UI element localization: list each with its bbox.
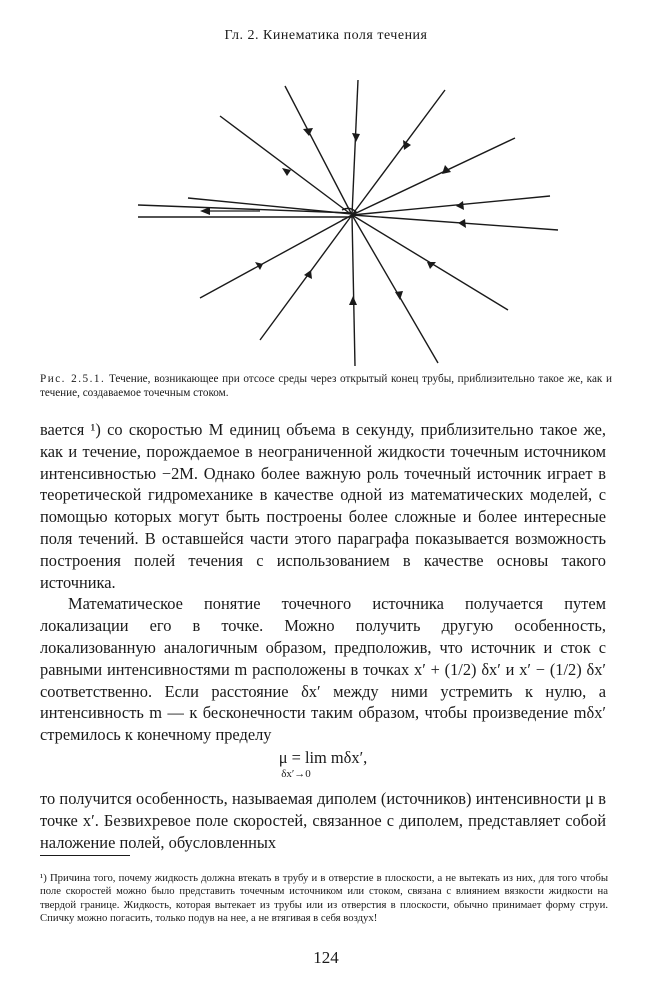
arrow-icon	[352, 133, 360, 142]
streamline	[285, 86, 352, 215]
formula-limit-subscript: δx′→0	[281, 767, 311, 780]
footnote-separator	[40, 855, 130, 856]
streamline	[200, 215, 352, 298]
streamline	[352, 215, 558, 230]
running-header: Гл. 2. Кинематика поля течения	[224, 28, 428, 43]
formula-main: μ = lim mδx′,	[278, 747, 368, 767]
arrow-icon	[255, 262, 263, 270]
streamline	[352, 215, 355, 366]
arrow-icon	[303, 128, 313, 136]
streamline	[260, 215, 352, 340]
pipe-wall-top	[138, 205, 352, 213]
streamline	[188, 198, 352, 214]
arrow-icon	[349, 296, 357, 305]
page-number: 124	[313, 948, 339, 967]
paragraph-2: Математическое понятие точечного источника получается путем локализации его в точке. Можно получить другую особенность, локализованную аналогичным образом, предположив, что источник и сток с равными интенсивностями m расположены в точках x′ + (1/2) δx′ и x′ − (1/2) δx′ соответственно. Если расстояние δx′ между ними устремить к нулю, а интенсивность m — к бесконечности таким образом, чтобы произведение mδx′ стремилось к конечному пределу	[40, 594, 606, 745]
formula-dipole-limit	[40, 748, 606, 780]
figure-caption	[40, 372, 612, 400]
streamline	[352, 138, 515, 215]
arrow-icon	[458, 219, 466, 228]
paragraph-1: вается ¹) со скоростью M единиц объема в секунду, приблизительно такое же, как и течение, порождаемое в неограниченной жидкости точечным источником интенсивностью −2M. Однако более важную роль точечный источник играет в теоретической гидромеханике в качестве одной из математических моделей, с помощью которых могут быть построены более сложные и более интересные поля течений. В оставшейся части этого параграфа показывается возможность построения полей течения с использованием в качестве основы такого источника.	[40, 420, 606, 592]
flow-diagram	[120, 78, 580, 368]
footnote: ¹) Причина того, почему жидкость должна втекать в трубу и в отверстие в плоскости, а не вытекать из них, для того чтобы поле скоростей можно было представить точечным источником или стоком, связана с влиянием вязкости жидкости на твердой границе. Жидкость, которая вытекает из трубы или из отверстия в плоскости, обычно принимает форму струи. Спичку можно погасить, только подув на нее, а не втягивая в себя воздух!	[40, 872, 608, 924]
streamline	[220, 116, 352, 215]
arrow-icon	[395, 291, 403, 300]
paragraph-3: то получится особенность, называемая диполем (источников) интенсивности μ в точке x′. Безвихревое поле скоростей, связанное с диполем, представляет собой наложение полей, обусловленных	[40, 788, 606, 852]
figure-point-sink	[120, 78, 580, 368]
caption-label: Рис. 2.5.1.	[40, 373, 106, 385]
arrow-icon	[456, 201, 464, 210]
caption-text: Течение, возникающее при отсосе среды через открытый конец трубы, приблизительно такое же, как и течение, создаваемое точечным стоком.	[40, 373, 613, 399]
arrow-icon	[282, 168, 291, 176]
streamline	[352, 215, 438, 363]
streamline	[352, 80, 358, 215]
main-text	[40, 419, 606, 853]
streamline	[352, 196, 550, 215]
streamline	[352, 90, 445, 215]
